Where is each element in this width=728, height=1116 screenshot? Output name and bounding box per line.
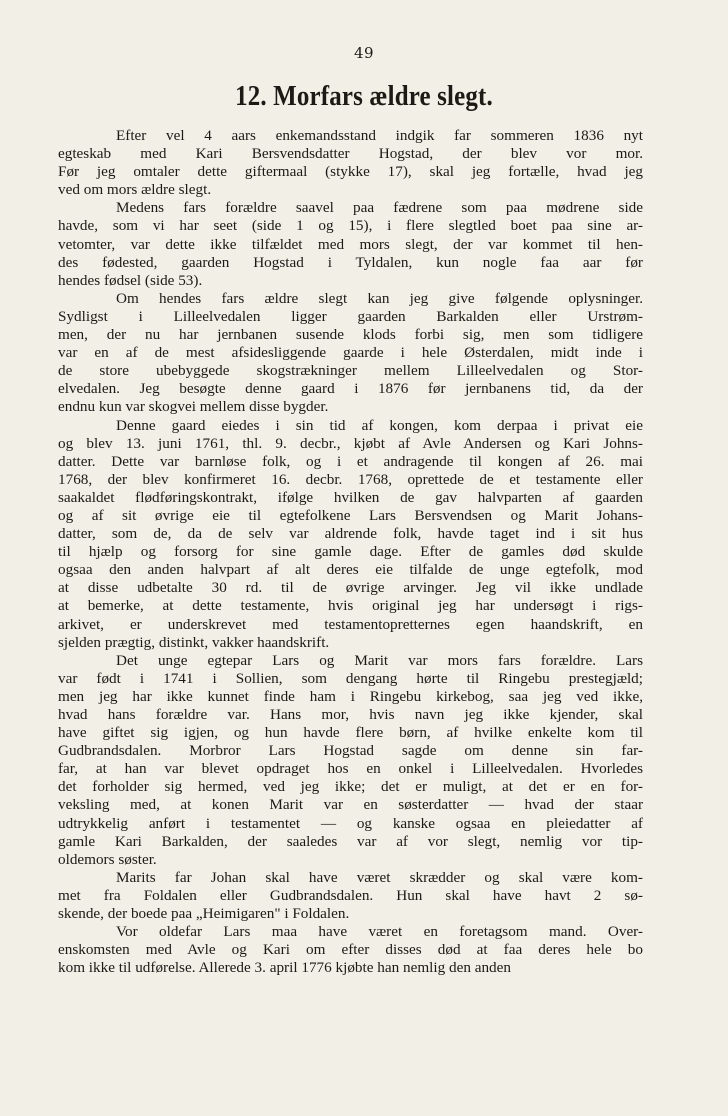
paragraph bbox=[58, 417, 643, 652]
text-line: de store ubebyggede skogstrækninger mellem Lilleelvedalen og Stor- bbox=[58, 362, 643, 380]
paragraph bbox=[58, 199, 643, 289]
text-line: Om hendes fars ældre slegt kan jeg give følgende oplysninger. bbox=[116, 289, 643, 307]
text-line: datter. Dette var barnløse folk, og i et andragende til kongen af 26. mai bbox=[58, 452, 643, 470]
text-line: Det unge egtepar Lars og Marit var mors fars forældre. Lars bbox=[116, 651, 643, 669]
text-line: Marits far Johan skal have været skrædder og skal være kom- bbox=[116, 868, 643, 886]
text-line: 1768, der blev konfirmeret 16. decbr. 1768, oprettede de et testamente eller bbox=[58, 470, 643, 488]
text-line: var en af de mest afsidesliggende gaarde i hele Østerdalen, midt inde i bbox=[58, 344, 643, 362]
text-line: havde, som vi har seet (side 1 og 15), i flere slegtled boet paa sine ar- bbox=[58, 217, 643, 235]
text-line: saakaldet flødføringskontrakt, ifølge hvilken de gav halvparten af gaarden bbox=[58, 488, 643, 506]
text-line: far, at han var blevet opdraget hos en onkel i Lilleelvedalen. Hvorledes bbox=[58, 760, 643, 778]
paragraph bbox=[58, 290, 643, 417]
text-line: udtrykkelig anført i testamentet — og kanske ogsaa en pleiedatter af bbox=[58, 814, 643, 832]
text-line: Medens fars forældre saavel paa fædrene som paa mødrene side bbox=[116, 199, 643, 217]
chapter-title: 12. Morfars ældre slegt. bbox=[235, 80, 493, 112]
paragraph bbox=[58, 127, 643, 199]
text-line: kom ikke til udførelse. Allerede 3. april 1776 kjøbte han nemlig den anden bbox=[58, 959, 511, 977]
text-line: og af sit øvrige eie til egtefolkene Lars Bersvendsen og Marit Johans- bbox=[58, 506, 643, 524]
text-line: til hjælp og forsorg for sine gamle dage. Efter de gamles død skulde bbox=[58, 543, 643, 561]
text-line: datter, som de, da de selv var aldrende folk, havde taget ind i sit hus bbox=[58, 525, 643, 543]
text-line: Vor oldefar Lars maa have været en foretagsom mand. Over- bbox=[116, 923, 643, 941]
text-line: endnu kun var skogvei mellem disse bygder. bbox=[58, 398, 329, 416]
text-line: ved om mors ældre slegt. bbox=[58, 181, 212, 199]
text-line: Før jeg omtaler dette giftermaal (stykke 17), skal jeg fortælle, hvad jeg bbox=[58, 163, 643, 181]
text-line: og blev 13. juni 1761, thl. 9. decbr., kjøbt af Avle Andersen og Kari Johns- bbox=[58, 434, 643, 452]
text-line: skende, der boede paa „Heimigaren" i Foldalen. bbox=[58, 905, 350, 923]
text-line: Denne gaard eiedes i sin tid af kongen, kom derpaa i privat eie bbox=[116, 416, 643, 434]
paragraph bbox=[58, 923, 643, 977]
text-line: hendes fødsel (side 53). bbox=[58, 271, 203, 289]
text-line: var født i 1741 i Sollien, som dengang hørte til Ringebu prestegjæld; bbox=[58, 669, 643, 687]
text-line: Sydligst i Lilleelvedalen ligger gaarden Barkalden eller Urstrøm- bbox=[58, 307, 643, 325]
text-line: hvad hans forældre var. Hans mor, hvis navn jeg ikke kjender, skal bbox=[58, 706, 643, 723]
text-line: gamle Kari Barkalden, der saaledes var af vor slegt, nemlig vor tip- bbox=[58, 832, 643, 850]
paragraph bbox=[58, 652, 643, 869]
text-line: oldemors søster. bbox=[58, 850, 157, 868]
text-line: vetomter, var dette ikke tilfældet med mors slegt, der var kommet til hen- bbox=[58, 235, 643, 253]
text-line: have giftet sig igjen, og hun havde flere børn, af hvilke enkelte kom til bbox=[58, 724, 643, 742]
text-line: at disse udbetalte 30 rd. til de øvrige arvinger. Jeg vil ikke undlade bbox=[58, 579, 643, 597]
text-line: Efter vel 4 aars enkemandsstand indgik far sommeren 1836 nyt bbox=[116, 127, 643, 144]
text-line: met fra Foldalen eller Gudbrandsdalen. Hun skal have havt 2 sø- bbox=[58, 886, 643, 904]
text-line: det forholder sig hermed, ved jeg ikke; det er muligt, at det er en for- bbox=[58, 778, 643, 796]
text-line: men, der nu har jernbanen susende klods forbi sig, men som tidligere bbox=[58, 326, 643, 344]
text-line: ogsaa den anden halvpart af alt deres eie tilfalde de unge egtefolk, mod bbox=[58, 561, 643, 579]
text-line: at bemerke, at dette testamente, hvis original jeg har undersøgt i rigs- bbox=[58, 597, 643, 615]
paragraph bbox=[58, 869, 643, 923]
text-line: sjelden prægtig, distinkt, vakker haandskrift. bbox=[58, 633, 330, 651]
page-number: 49 bbox=[353, 44, 375, 62]
text-line: enskomsten med Avle og Kari om efter disses død at faa deres hele bo bbox=[58, 941, 643, 959]
text-body bbox=[58, 127, 643, 977]
text-line: egteskab med Kari Bersvendsdatter Hogstad, der blev vor mor. bbox=[58, 145, 643, 163]
text-line: veksling med, at konen Marit var en søsterdatter — hvad der staar bbox=[58, 796, 643, 814]
text-line: men jeg har ikke kunnet finde ham i Ringebu kirkebog, saa jeg ved ikke, bbox=[58, 687, 643, 705]
text-line: elvedalen. Jeg besøgte denne gaard i 1876 før jernbanens tid, da der bbox=[58, 380, 643, 398]
text-line: des fødested, gaarden Hogstad i Tyldalen, kun nogle faa aar før bbox=[58, 253, 643, 271]
text-line: arkivet, er underskrevet med testamentopretternes egen haandskrift, en bbox=[58, 615, 643, 633]
text-line: Gudbrandsdalen. Morbror Lars Hogstad sagde om denne sin far- bbox=[58, 742, 643, 760]
